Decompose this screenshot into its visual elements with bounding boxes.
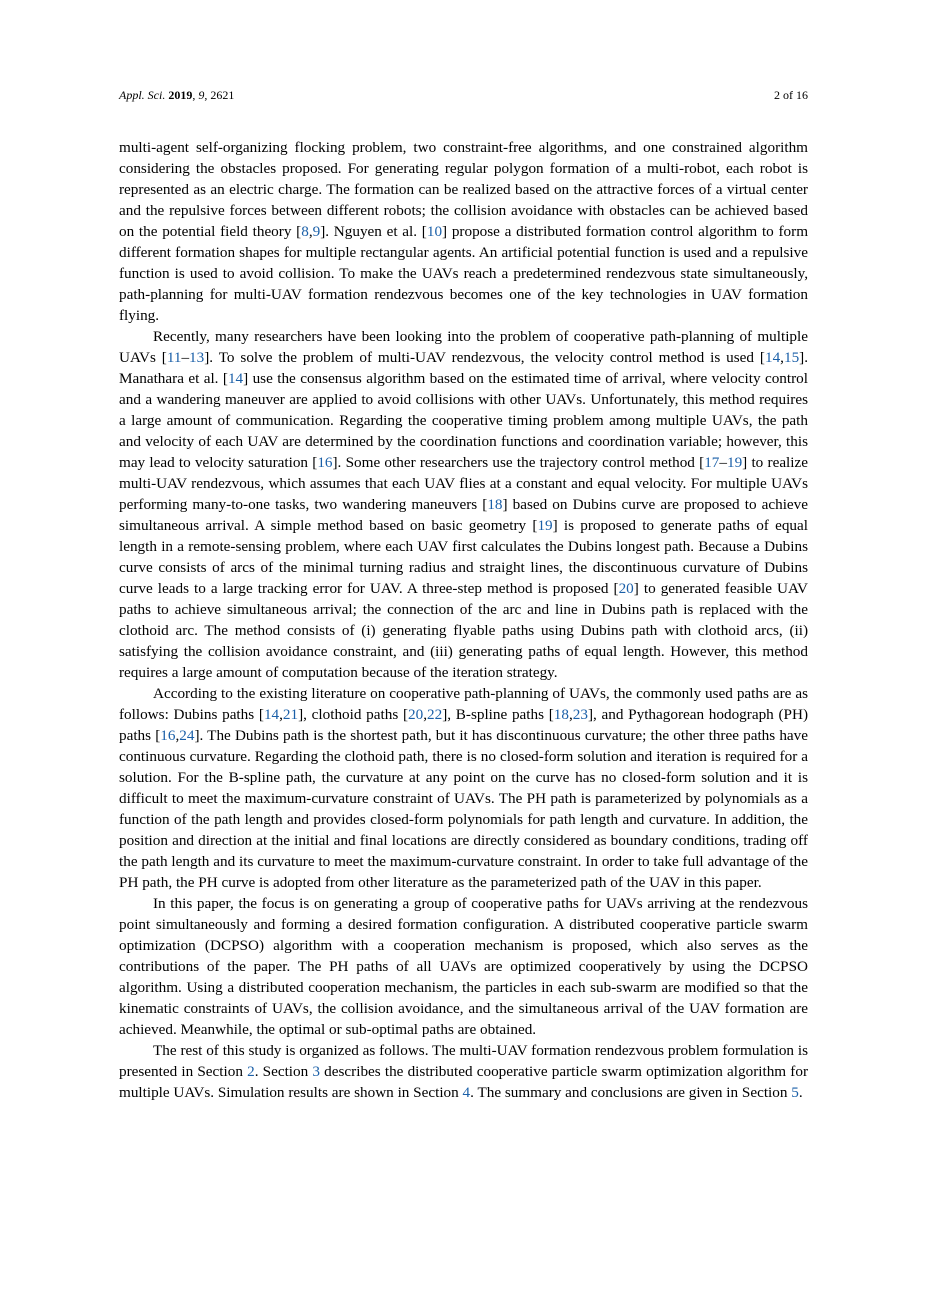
text-run: ] based on Dubins curve are proposed to achieve simultaneous arrival. A simple method based on basic geometry [ xyxy=(119,496,808,534)
citation-link[interactable]: 9 xyxy=(312,223,321,240)
text-run: ] to generated feasible UAV paths to achieve simultaneous arrival; the connection of the arc and line in Dubins path is replaced with the clothoid arc. The method consists of (i) generating flyable paths using Dubins path with clothoid arcs, (ii) satisfying the collision avoidance constraint, and (iii) generating paths of equal length. However, this method requires a large amount of computation because of the iteration strategy. xyxy=(119,580,808,681)
citation-link[interactable]: 14 xyxy=(227,370,244,387)
citation-link[interactable]: 4 xyxy=(462,1084,471,1101)
citation-link[interactable]: 16 xyxy=(160,727,176,744)
text-run: , xyxy=(279,706,283,723)
citation-link[interactable]: 14 xyxy=(764,349,781,366)
text-run: ], B-spline paths [ xyxy=(442,706,554,723)
text-run: . xyxy=(798,1084,803,1101)
body-text xyxy=(119,137,808,1103)
paragraph xyxy=(119,137,808,326)
text-run: ] propose a distributed formation control algorithm to form different formation shapes for multiple rectangular agents. An artificial potential function is used and a repulsive function is used to avoid collision. To make the UAVs reach a predetermined rendezvous state simultaneously, path-planning for multi-UAV formation rendezvous becomes one of the key technologies in UAV formation flying. xyxy=(119,223,809,324)
text-run: ] is proposed to generate paths of equal length in a remote-sensing problem, where each UAV first calculates the Dubins longest path. Because a Dubins curve consists of arcs of the minimal turning radius and straight lines, the discontinuous curvature of Dubins curve leads to a large tracking error for UAV. A three-step method is proposed [ xyxy=(119,517,808,597)
citation-link[interactable]: 16 xyxy=(317,454,333,471)
text-run: , xyxy=(175,727,180,744)
text-run: – xyxy=(181,349,190,366)
paragraph xyxy=(119,893,808,1040)
text-run: In this paper, the focus is on generating a group of cooperative paths for UAVs arriving at the rendezvous point simultaneously and forming a desired formation configuration. A distributed cooperative particle swarm optimization (DCPSO) algorithm with a cooperation mechanism is proposed, which also serves as the contributions of the paper. The PH paths of all UAVs are optimized cooperatively by using the DCPSO algorithm. Using a distributed cooperation mechanism, the particles in each sub-swarm are modified so that the kinematic constraints of UAVs, the collision avoidance, and the simultaneous arrival of the UAV formation are achieved. Meanwhile, the optimal or sub-optimal paths are obtained. xyxy=(119,895,808,1038)
paragraph xyxy=(119,326,808,683)
citation-link[interactable]: 19 xyxy=(726,454,743,471)
text-run: ]. The Dubins path is the shortest path, but it has discontinuous curvature; the other three paths have continuous curvature. Regarding the clothoid path, there is no closed-form solution and iteration is required for a solution. For the B-spline path, the curvature at any point on the curve has no closed-form solution and it is difficult to meet the maximum-curvature constraint of UAVs. The PH path is parameterized by polynomials as a function of the path length and provides closed-form polynomials for path length and curvature. In addition, the position and direction at the initial and final locations are directly considered as boundary conditions, trading off the path length and its curvature to meet the maximum-curvature constraint. In order to take full advantage of the PH path, the PH curve is adopted from other literature as the parameterized path of the UAV in this paper. xyxy=(119,727,808,891)
citation-link[interactable]: 22 xyxy=(427,706,443,723)
text-run: , xyxy=(780,349,784,366)
text-run: ]. Nguyen et al. [ xyxy=(320,223,427,240)
text-run: ]. Manathara et al. [ xyxy=(119,349,809,387)
citation-link[interactable]: 21 xyxy=(282,706,299,723)
text-run: multi-agent self-organizing flocking problem, two constraint-free algorithms, and one constrained algorithm considering the obstacles proposed. For generating regular polygon formation of a multi-robot, each robot is represented as an electric charge. The formation can be realized based on the attractive forces of a virtual center and the repulsive forces between different robots; the collision avoidance with obstacles can be achieved based on the potential field theory [ xyxy=(119,139,808,240)
text-run: . The summary and conclusions are given in Section xyxy=(470,1084,792,1101)
text-run: describes the distributed cooperative particle swarm optimization algorithm for multiple UAVs. Simulation results are shown in Section xyxy=(119,1063,808,1101)
text-run: , xyxy=(568,706,573,723)
text-run: Recently, many researchers have been looking into the problem of cooperative path-planning of multiple UAVs [ xyxy=(119,328,808,366)
journal-name: Appl. Sci. xyxy=(119,88,166,102)
text-run: ]. Some other researchers use the trajectory control method [ xyxy=(332,454,705,471)
citation-link[interactable]: 15 xyxy=(783,349,800,366)
citation-link[interactable]: 18 xyxy=(553,706,569,723)
citation-link[interactable]: 10 xyxy=(426,223,443,240)
citation-link[interactable]: 18 xyxy=(487,496,503,513)
text-run: – xyxy=(719,454,727,471)
citation-link[interactable]: 20 xyxy=(408,706,424,723)
citation-link[interactable]: 14 xyxy=(263,706,280,723)
citation-link[interactable]: 24 xyxy=(179,727,195,744)
text-run: ], clothoid paths [ xyxy=(298,706,409,723)
text-run: ]. To solve the problem of multi-UAV rendezvous, the velocity control method is used [ xyxy=(204,349,765,366)
citation-link[interactable]: 8 xyxy=(301,223,309,240)
page-number: 2 of 16 xyxy=(774,88,808,102)
text-run: ], and Pythagorean hodograph (PH) paths [ xyxy=(119,706,809,744)
citation-link[interactable]: 19 xyxy=(537,517,553,534)
text-run: ] use the consensus algorithm based on the estimated time of arrival, where velocity control and a wandering maneuver are applied to avoid collisions with other UAVs. Unfortunately, this method requires a large amount of communication. Regarding the cooperative timing problem among multiple UAVs, the path and velocity of each UAV are determined by the coordination functions and coordination variable; however, this may lead to velocity saturation [ xyxy=(119,370,808,471)
text-run: , xyxy=(423,706,427,723)
text-run: According to the existing literature on cooperative path-planning of UAVs, the commonly used paths are as follows: Dubins paths [ xyxy=(119,685,808,723)
citation-link[interactable]: 20 xyxy=(618,580,634,597)
journal-citation: Appl. Sci. 2019, 9, 2621 xyxy=(119,88,235,102)
citation-link[interactable]: 13 xyxy=(189,349,205,366)
article-number: 2621 xyxy=(210,88,235,102)
citation-link[interactable]: 2 xyxy=(247,1063,255,1080)
text-run: ] to realize multi-UAV rendezvous, which assumes that each UAV flies at a constant and equal velocity. For multiple UAVs performing many-to-one tasks, two wandering maneuvers [ xyxy=(119,454,808,513)
citation-link[interactable]: 11 xyxy=(166,349,182,366)
text-run: , xyxy=(308,223,313,240)
journal-year: 2019 xyxy=(168,88,193,102)
citation-link[interactable]: 23 xyxy=(572,706,588,723)
text-run: . Section xyxy=(254,1063,313,1080)
text-run: The rest of this study is organized as follows. The multi-UAV formation rendezvous problem formulation is presented in Section xyxy=(119,1042,808,1080)
journal-volume: 9 xyxy=(198,88,205,102)
citation-link[interactable]: 3 xyxy=(312,1063,320,1080)
paragraph xyxy=(119,1040,808,1103)
paragraph xyxy=(119,683,808,893)
citation-link[interactable]: 17 xyxy=(704,454,720,471)
citation-link[interactable]: 5 xyxy=(791,1084,799,1101)
